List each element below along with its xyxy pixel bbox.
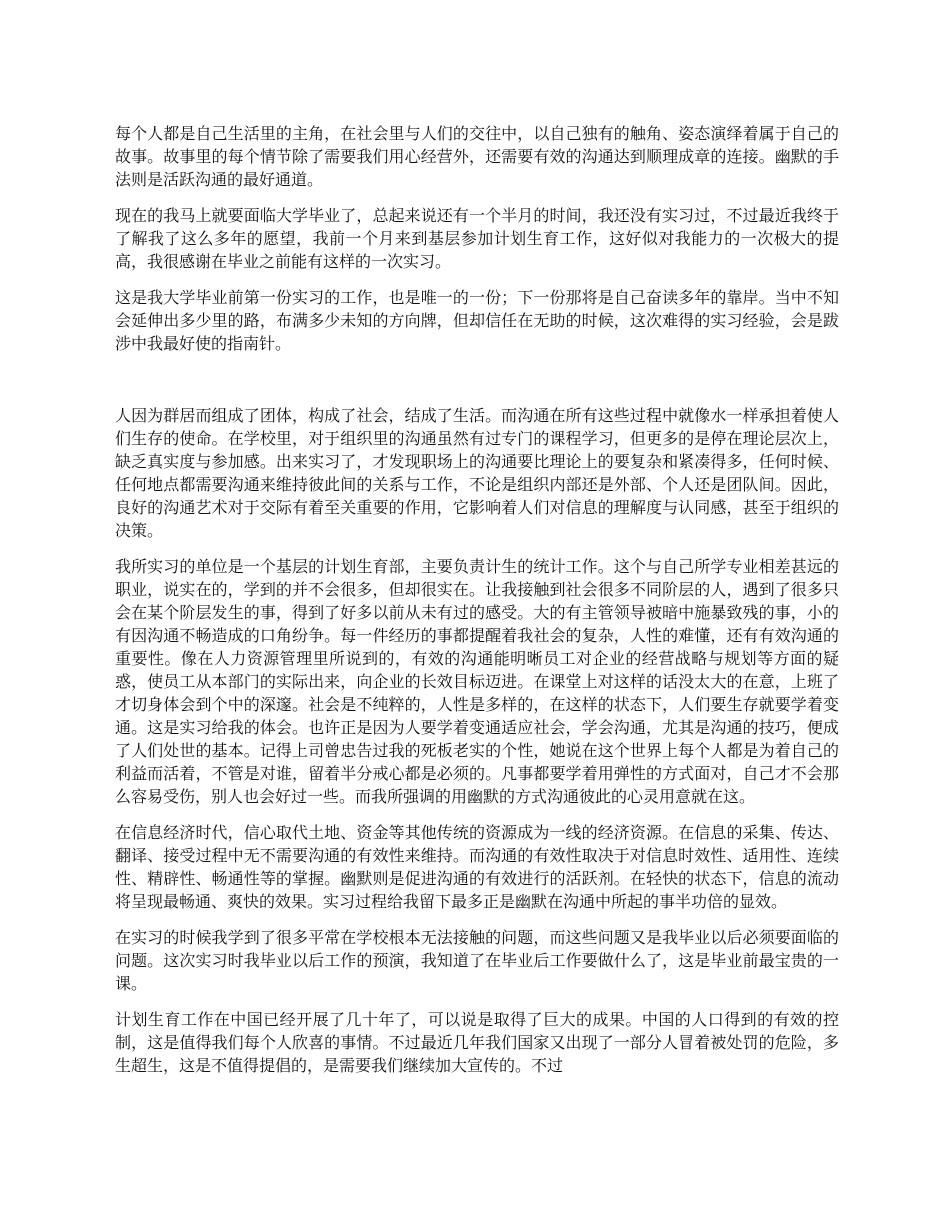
document-page [115,122,839,1090]
intro-paragraph-2: 现在的我马上就要面临大学毕业了，总起来说还有一个半月的时间，我还没有实习过，不过最近我终于了解我了这么多年的愿望，我前一个月来到基层参加计划生育工作，这好似对我能力的一次极大的提高，我很感谢在毕业之前能有这样的一次实习。 [115,206,839,271]
body-paragraph-1: 人因为群居而组成了团体，构成了社会，结成了生活。而沟通在所有这些过程中就像水一样承担着使人们生存的使命。在学校里，对于组织里的沟通虽然有过专门的课程学习，但更多的是停在理论层次上，缺乏真实度与参加感。出来实习了，才发现职场上的沟通要比理论上的要复杂和紧凑得多，任何时候、任何地点都需要沟通来维持彼此间的关系与工作，不论是组织内部还是外部、个人还是团队间。因此，良好的沟通艺术对于交际有着至关重要的作用，它影响着人们对信息的理解度与认同感，甚至于组织的决策。 [115,406,839,540]
body-paragraph-5: 计划生育工作在中国已经开展了几十年了，可以说是取得了巨大的成果。中国的人口得到的有效的控制，这是值得我们每个人欣喜的事情。不过最近几年我们国家又出现了一部分人冒着被处罚的危险，多生超生，这是不值得提倡的，是需要我们继续加大宣传的。不过 [115,1010,839,1075]
body-paragraph-3: 在信息经济时代，信心取代土地、资金等其他传统的资源成为一线的经济资源。在信息的采集、传达、翻译、接受过程中无不需要沟通的有效性来维持。而沟通的有效性取决于对信息时效性、适用性、连续性、精辟性、畅通性等的掌握。幽默则是促进沟通的有效进行的活跃剂。在轻快的状态下，信息的流动将呈现最畅通、爽快的效果。实习过程给我留下最多正是幽默在沟通中所起的事半功倍的显效。 [115,823,839,911]
body-paragraph-4: 在实习的时候我学到了很多平常在学校根本无法接触的问题，而这些问题又是我毕业以后必须要面临的问题。这次实习时我毕业以后工作的预演，我知道了在毕业后工作要做什么了，这是毕业前最宝贵的一课。 [115,928,839,993]
intro-paragraph-3: 这是我大学毕业前第一份实习的工作，也是唯一的一份；下一份那将是自己奋读多年的靠岸。当中不知会延伸出多少里的路，布满多少未知的方向牌，但却信任在无助的时候，这次难得的实习经验，会是跋涉中我最好使的指南针。 [115,288,839,353]
intro-paragraph-1: 每个人都是自己生活里的主角，在社会里与人们的交往中，以自己独有的触角、姿态演绎着属于自己的故事。故事里的每个情节除了需要我们用心经营外，还需要有效的沟通达到顺理成章的连接。幽默的手法则是活跃沟通的最好通道。 [115,124,839,189]
body-paragraph-2: 我所实习的单位是一个基层的计划生育部，主要负责计生的统计工作。这个与自己所学专业相差甚远的职业，说实在的，学到的并不会很多，但却很实在。让我接触到社会很多不同阶层的人，遇到了很多只会在某个阶层发生的事，得到了好多以前从未有过的感受。大的有主管领导被暗中施暴致残的事，小的有因沟通不畅造成的口角纷争。每一件经历的事都提醒着我社会的复杂，人性的难懂，还有有效沟通的重要性。像在人力资源管理里所说到的，有效的沟通能明晰员工对企业的经营战略与规划等方面的疑惑，使员工从本部门的实际出来，向企业的长效目标迈进。在课堂上对这样的话没太大的在意，上班了才切身体会到个中的深邃。社会是不纯粹的，人性是多样的，在这样的状态下，人们要生存就要学着变通。这是实习给我的体会。也许正是因为人要学着变通适应社会，学会沟通，尤其是沟通的技巧，便成了人们处世的基本。记得上司曾忠告过我的死板老实的个性，她说在这个世界上每个人都是为着自己的利益而活着，不管是对谁，留着半分戒心都是必须的。凡事都要学着用弹性的方式面对，自己才不会那么容易受伤，别人也会好过一些。而我所强调的用幽默的方式沟通彼此的心灵用意就在这。 [115,557,839,806]
section-spacer [115,368,839,404]
